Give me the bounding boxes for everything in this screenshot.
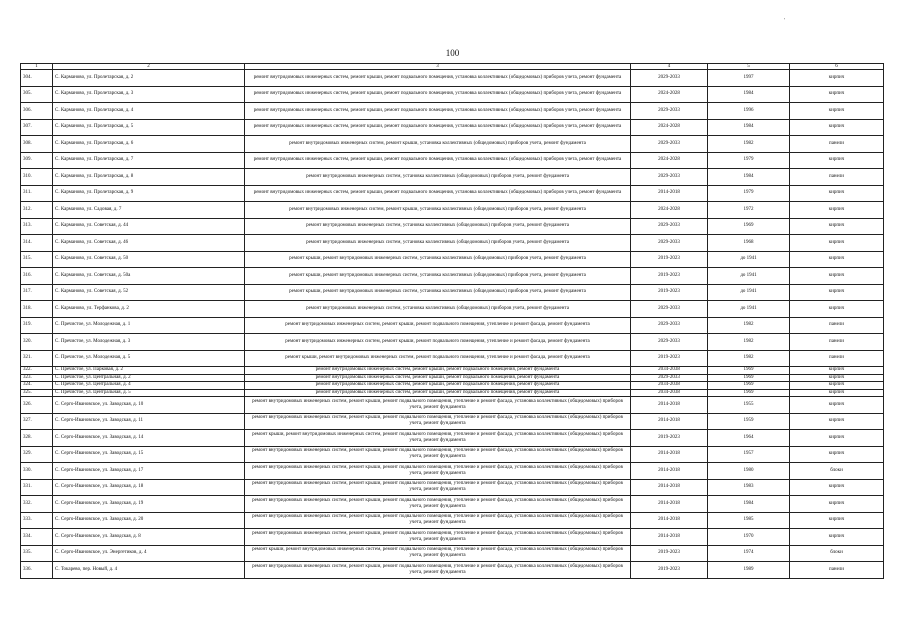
row-number: 322. [21, 367, 53, 375]
row-works: ремонт внутридомовых инженерных систем, ремонт крыши, ремонт подвального помещения, установка коллективных (общедомовых) приборов учета, ремонт фундамента [245, 103, 631, 120]
table-row [21, 103, 884, 120]
row-address: С. Карманово, ул. Пролетарская, д. 5 [53, 119, 245, 136]
row-period: 2029-2033 [631, 374, 708, 382]
table-row [21, 86, 884, 103]
row-year: 1982 [708, 317, 790, 334]
row-year: 1957 [708, 446, 790, 463]
row-period: 2029-2033 [631, 169, 708, 186]
row-year: 1964 [708, 430, 790, 447]
row-address: С. Пречистое, ул. Центральная, д. 5 [53, 389, 245, 397]
row-address: С. Пречистое, ул. Парковая, д. 2 [53, 367, 245, 375]
row-year: 1985 [708, 512, 790, 529]
row-period: 2014-2018 [631, 496, 708, 513]
row-works: ремонт внутридомовых инженерных систем, ремонт крыши, ремонт подвального помещения, ремонт фундамента [245, 382, 631, 390]
row-works: ремонт внутридомовых инженерных систем, ремонт крыши, ремонт подвального помещения, ремонт фундамента [245, 374, 631, 382]
row-address: С. Карманово, ул. Пролетарская, д. 9 [53, 185, 245, 202]
row-address: С. Карманово, ул. Советская, д. 50 [53, 251, 245, 268]
table-row [21, 70, 884, 87]
row-address: С. Пречистое, ул. Молодежная, д. 1 [53, 317, 245, 334]
header-cell-2: 2 [53, 64, 245, 70]
row-year: 1984 [708, 496, 790, 513]
row-year: 1969 [708, 218, 790, 235]
row-address: С. Пречистое, ул. Центральная, д. 4 [53, 382, 245, 390]
row-number: 311. [21, 185, 53, 202]
row-material: кирпич [790, 251, 884, 268]
row-address: С. Карманово, ул. Пролетарская, д. 2 [53, 70, 245, 87]
row-year: 1959 [708, 413, 790, 430]
row-number: 336. [21, 562, 53, 579]
row-works: ремонт внутридомовых инженерных систем, ремонт крыши, ремонт подвального помещения, установка коллективных (общедомовых) приборов учета, ремонт фундамента [245, 119, 631, 136]
row-address: С. Серго-Ивановское, ул. Энергетиков, д. 4 [53, 545, 245, 562]
row-works: ремонт крыши, ремонт внутридомовых инженерных систем, установка коллективных (общедомовых) приборов учета, ремонт фундамента [245, 268, 631, 285]
row-material: кирпич [790, 235, 884, 252]
row-number: 334. [21, 529, 53, 546]
row-address: С. Серго-Ивановское, ул. Заводская, д. 15 [53, 446, 245, 463]
row-works: ремонт внутридомовых инженерных систем, ремонт крыши, ремонт подвального помещения, установка коллективных (общедомовых) приборов учета, ремонт фундамента [245, 70, 631, 87]
row-year: до 1941 [708, 268, 790, 285]
row-number: 305. [21, 86, 53, 103]
table-row [21, 334, 884, 351]
row-number: 315. [21, 251, 53, 268]
row-address: С. Пречистое, ул. Центральная, д. 2 [53, 374, 245, 382]
row-number: 325. [21, 389, 53, 397]
row-year: 1974 [708, 545, 790, 562]
row-period: 2029-2033 [631, 334, 708, 351]
row-year: 1982 [708, 350, 790, 367]
row-works: ремонт внутридомовых инженерных систем, установка коллективных (общедомовых) приборов учета, ремонт фундамента [245, 235, 631, 252]
row-material: кирпич [790, 446, 884, 463]
row-period: 2019-2023 [631, 350, 708, 367]
row-address: С. Карманово, ул. Пролетарская, д. 7 [53, 152, 245, 169]
row-period: 2034-2038 [631, 367, 708, 375]
row-works: ремонт внутридомовых инженерных систем, установка коллективных (общедомовых) приборов учета, ремонт фундамента [245, 301, 631, 318]
row-works: ремонт крыши, ремонт внутридомовых инженерных систем, ремонт подвального помещения, утепление и ремонт фасада, ремонт фундамента [245, 350, 631, 367]
row-material: кирпич [790, 202, 884, 219]
table-row [21, 367, 884, 375]
houses-table [20, 63, 884, 579]
row-material: кирпич [790, 367, 884, 375]
row-number: 312. [21, 202, 53, 219]
row-works: ремонт внутридомовых инженерных систем, ремонт крыши, ремонт подвального помещения, установка коллективных (общедомовых) приборов учета, ремонт фундамента [245, 185, 631, 202]
table-row [21, 202, 884, 219]
row-address: С. Токарево, пер. Новый, д. 4 [53, 562, 245, 579]
row-address: С. Серго-Ивановское, ул. Заводская, д. 11 [53, 413, 245, 430]
row-period: 2014-2018 [631, 512, 708, 529]
table-row [21, 251, 884, 268]
row-address: С. Карманово, ул. Пролетарская, д. 4 [53, 103, 245, 120]
row-material: кирпич [790, 529, 884, 546]
row-number: 328. [21, 430, 53, 447]
row-number: 310. [21, 169, 53, 186]
row-number: 333. [21, 512, 53, 529]
table-row [21, 463, 884, 480]
table-row [21, 185, 884, 202]
row-address: С. Карманово, ул. Пролетарская, д. 3 [53, 86, 245, 103]
table-row [21, 496, 884, 513]
row-works: ремонт крыши, ремонт внутридомовых инженерных систем, ремонт подвального помещения, утепление и ремонт фасада, установка коллективных (общедомовых) приборов учета, ремонт фундамента [245, 545, 631, 562]
row-material: кирпич [790, 382, 884, 390]
row-address: С. Пречистое, ул. Молодежная, д. 5 [53, 350, 245, 367]
row-year: 1982 [708, 334, 790, 351]
row-number: 330. [21, 463, 53, 480]
row-works: ремонт внутридомовых инженерных систем, ремонт крыши, ремонт подвального помещения, ремонт фундамента [245, 367, 631, 375]
row-material: кирпич [790, 389, 884, 397]
row-address: С. Серго-Ивановское, ул. Заводская, д. 8 [53, 529, 245, 546]
row-year: 1979 [708, 152, 790, 169]
row-period: 2029-2033 [631, 103, 708, 120]
row-period: 2024-2028 [631, 152, 708, 169]
row-number: 316. [21, 268, 53, 285]
row-works: ремонт внутридомовых инженерных систем, установка коллективных (общедомовых) приборов учета, ремонт фундамента [245, 218, 631, 235]
row-number: 324. [21, 382, 53, 390]
row-year: 1970 [708, 529, 790, 546]
row-address: С. Серго-Ивановское, ул. Заводская, д. 18 [53, 479, 245, 496]
table-row [21, 152, 884, 169]
row-year: 1969 [708, 382, 790, 390]
row-material: кирпич [790, 70, 884, 87]
row-address: С. Карманово, ул. Пролетарская, д. 8 [53, 169, 245, 186]
row-material: кирпич [790, 86, 884, 103]
row-number: 309. [21, 152, 53, 169]
row-year: 1983 [708, 479, 790, 496]
row-number: 314. [21, 235, 53, 252]
row-works: ремонт внутридомовых инженерных систем, ремонт крыши, ремонт подвального помещения, утепление и ремонт фасада, установка коллективных (общедомовых) приборов учета, ремонт фундамента [245, 479, 631, 496]
scan-mark: ′ [784, 18, 786, 24]
row-works: ремонт внутридомовых инженерных систем, ремонт крыши, ремонт подвального помещения, утепление и ремонт фасада, установка коллективных (общедомовых) приборов учета, ремонт фундамента [245, 446, 631, 463]
row-number: 313. [21, 218, 53, 235]
table-row [21, 479, 884, 496]
row-period: 2024-2028 [631, 119, 708, 136]
row-works: ремонт внутридомовых инженерных систем, ремонт крыши, ремонт подвального помещения, утепление и ремонт фасада, ремонт фундамента [245, 317, 631, 334]
row-period: 2029-2033 [631, 70, 708, 87]
row-works: ремонт внутридомовых инженерных систем, ремонт крыши, ремонт подвального помещения, утепление и ремонт фасада, ремонт фундамента [245, 334, 631, 351]
row-period: 2029-2033 [631, 235, 708, 252]
row-number: 323. [21, 374, 53, 382]
row-period: 2019-2023 [631, 562, 708, 579]
row-period: 2024-2028 [631, 86, 708, 103]
row-works: ремонт внутридомовых инженерных систем, ремонт крыши, ремонт подвального помещения, утепление и ремонт фасада, установка коллективных (общедомовых) приборов учета, ремонт фундамента [245, 562, 631, 579]
row-number: 318. [21, 301, 53, 318]
row-year: 1979 [708, 185, 790, 202]
table-row [21, 350, 884, 367]
table-row [21, 169, 884, 186]
row-works: ремонт внутридомовых инженерных систем, ремонт крыши, ремонт подвального помещения, утепление и ремонт фасада, установка коллективных (общедомовых) приборов учета, ремонт фундамента [245, 463, 631, 480]
row-number: 326. [21, 397, 53, 414]
row-works: ремонт внутридомовых инженерных систем, ремонт крыши, ремонт подвального помещения, установка коллективных (общедомовых) приборов учета, ремонт фундамента [245, 86, 631, 103]
table-row [21, 218, 884, 235]
row-address: С. Карманово, ул. Терфанкова, д. 2 [53, 301, 245, 318]
row-address: С. Пречистое, ул. Молодежная, д. 3 [53, 334, 245, 351]
row-year: 1969 [708, 374, 790, 382]
row-year: 1969 [708, 389, 790, 397]
row-material: кирпич [790, 479, 884, 496]
row-number: 327. [21, 413, 53, 430]
row-period: 2014-2018 [631, 397, 708, 414]
row-works: ремонт внутридомовых инженерных систем, ремонт крыши, ремонт подвального помещения, утепление и ремонт фасада, установка коллективных (общедомовых) приборов учета, ремонт фундамента [245, 413, 631, 430]
row-works: ремонт крыши, ремонт внутридомовых инженерных систем, установка коллективных (общедомовых) приборов учета, ремонт фундамента [245, 284, 631, 301]
table-row [21, 374, 884, 382]
row-year: 1996 [708, 103, 790, 120]
row-year: 1989 [708, 562, 790, 579]
row-works: ремонт внутридомовых инженерных систем, ремонт крыши, ремонт подвального помещения, утепление и ремонт фасада, установка коллективных (общедомовых) приборов учета, ремонт фундамента [245, 512, 631, 529]
row-period: 2029-2033 [631, 301, 708, 318]
row-works: ремонт внутридомовых инженерных систем, ремонт крыши, ремонт подвального помещения, утепление и ремонт фасада, установка коллективных (общедомовых) приборов учета, ремонт фундамента [245, 397, 631, 414]
table-row [21, 284, 884, 301]
row-number: 304. [21, 70, 53, 87]
row-address: С. Серго-Ивановское, ул. Заводская, д. 10 [53, 397, 245, 414]
row-material: кирпич [790, 218, 884, 235]
row-period: 2014-2018 [631, 185, 708, 202]
row-number: 320. [21, 334, 53, 351]
row-period: 2029-2033 [631, 136, 708, 153]
row-period: 2029-2033 [631, 317, 708, 334]
row-year: 1984 [708, 169, 790, 186]
row-works: ремонт внутридомовых инженерных систем, установка коллективных (общедомовых) приборов учета, ремонт фундамента [245, 169, 631, 186]
row-material: панели [790, 562, 884, 579]
row-year: 1984 [708, 86, 790, 103]
table-row [21, 446, 884, 463]
row-works: ремонт крыши, ремонт внутридомовых инженерных систем, установка коллективных (общедомовых) приборов учета, ремонт фундамента [245, 251, 631, 268]
row-works: ремонт крыши, ремонт внутридомовых инженерных систем, ремонт подвального помещения, утепление и ремонт фасада, установка коллективных (общедомовых) приборов учета, ремонт фундамента [245, 430, 631, 447]
row-period: 2024-2028 [631, 202, 708, 219]
row-address: С. Карманово, ул. Советская, д. 44 [53, 218, 245, 235]
table-row [21, 317, 884, 334]
row-number: 332. [21, 496, 53, 513]
row-year: до 1941 [708, 301, 790, 318]
table-row [21, 301, 884, 318]
row-address: С. Карманово, ул. Советская, д. 46 [53, 235, 245, 252]
row-material: панели [790, 169, 884, 186]
row-works: ремонт внутридомовых инженерных систем, ремонт крыши, установка коллективных (общедомовых) приборов учета, ремонт фундамента [245, 136, 631, 153]
row-address: С. Серго-Ивановское, ул. Заводская, д. 17 [53, 463, 245, 480]
row-number: 335. [21, 545, 53, 562]
row-material: кирпич [790, 512, 884, 529]
row-period: 2034-2038 [631, 382, 708, 390]
row-year: 1972 [708, 202, 790, 219]
row-address: С. Карманово, ул. Садовая, д. 7 [53, 202, 245, 219]
header-cell-4: 4 [631, 64, 708, 70]
row-material: блоки [790, 463, 884, 480]
table-row [21, 545, 884, 562]
row-material: кирпич [790, 268, 884, 285]
table-row [21, 389, 884, 397]
row-year: до 1941 [708, 251, 790, 268]
row-period: 2019-2023 [631, 268, 708, 285]
row-number: 321. [21, 350, 53, 367]
row-works: ремонт внутридомовых инженерных систем, ремонт крыши, ремонт подвального помещения, утепление и ремонт фасада, установка коллективных (общедомовых) приборов учета, ремонт фундамента [245, 529, 631, 546]
row-year: 1968 [708, 235, 790, 252]
row-period: 2019-2023 [631, 284, 708, 301]
row-material: кирпич [790, 301, 884, 318]
row-material: кирпич [790, 496, 884, 513]
row-year: 1982 [708, 136, 790, 153]
row-address: С. Карманово, ул. Советская, д. 50а [53, 268, 245, 285]
row-period: 2029-2033 [631, 218, 708, 235]
table-row [21, 562, 884, 579]
row-works: ремонт внутридомовых инженерных систем, ремонт крыши, ремонт подвального помещения, установка коллективных (общедомовых) приборов учета, ремонт фундамента [245, 152, 631, 169]
row-number: 317. [21, 284, 53, 301]
table-row [21, 136, 884, 153]
table-row [21, 382, 884, 390]
row-number: 306. [21, 103, 53, 120]
row-number: 331. [21, 479, 53, 496]
row-year: 1969 [708, 367, 790, 375]
row-material: кирпич [790, 284, 884, 301]
table-row [21, 397, 884, 414]
row-year: до 1941 [708, 284, 790, 301]
row-address: С. Серго-Ивановское, ул. Заводская, д. 20 [53, 512, 245, 529]
row-period: 2019-2023 [631, 430, 708, 447]
row-material: панели [790, 317, 884, 334]
row-material: кирпич [790, 103, 884, 120]
row-material: блоки [790, 545, 884, 562]
row-address: С. Серго-Ивановское, ул. Заводская, д. 19 [53, 496, 245, 513]
row-period: 2014-2018 [631, 463, 708, 480]
row-period: 2014-2018 [631, 479, 708, 496]
row-year: 1997 [708, 70, 790, 87]
table-row [21, 512, 884, 529]
row-period: 2014-2018 [631, 446, 708, 463]
row-material: кирпич [790, 397, 884, 414]
row-material: кирпич [790, 185, 884, 202]
row-address: С. Серго-Ивановское, ул. Заводская, д. 14 [53, 430, 245, 447]
page-number: 100 [445, 48, 460, 58]
row-material: кирпич [790, 430, 884, 447]
row-material: кирпич [790, 119, 884, 136]
row-material: панели [790, 136, 884, 153]
row-material: кирпич [790, 152, 884, 169]
row-number: 307. [21, 119, 53, 136]
row-works: ремонт внутридомовых инженерных систем, ремонт крыши, установка коллективных (общедомовых) приборов учета, ремонт фундамента [245, 202, 631, 219]
row-year: 1980 [708, 463, 790, 480]
row-number: 319. [21, 317, 53, 334]
row-number: 329. [21, 446, 53, 463]
row-material: кирпич [790, 374, 884, 382]
row-period: 2014-2018 [631, 529, 708, 546]
row-address: С. Карманово, ул. Советская, д. 52 [53, 284, 245, 301]
table-row [21, 119, 884, 136]
row-number: 308. [21, 136, 53, 153]
table-row [21, 235, 884, 252]
row-address: С. Карманово, ул. Пролетарская, д. 6 [53, 136, 245, 153]
row-works: ремонт внутридомовых инженерных систем, ремонт крыши, ремонт подвального помещения, ремонт фундамента [245, 389, 631, 397]
table-row [21, 529, 884, 546]
row-period: 2034-2038 [631, 389, 708, 397]
row-period: 2019-2023 [631, 251, 708, 268]
row-works: ремонт внутридомовых инженерных систем, ремонт крыши, ремонт подвального помещения, утепление и ремонт фасада, установка коллективных (общедомовых) приборов учета, ремонт фундамента [245, 496, 631, 513]
header-cell-1: 1 [21, 64, 53, 70]
header-cell-5: 5 [708, 64, 790, 70]
header-cell-6: 6 [790, 64, 884, 70]
row-period: 2014-2018 [631, 413, 708, 430]
row-material: кирпич [790, 413, 884, 430]
table-row [21, 430, 884, 447]
row-year: 1984 [708, 119, 790, 136]
row-material: панели [790, 334, 884, 351]
row-year: 1955 [708, 397, 790, 414]
header-cell-3: 3 [245, 64, 631, 70]
table-row [21, 268, 884, 285]
row-period: 2019-2023 [631, 545, 708, 562]
row-material: панели [790, 350, 884, 367]
table-row [21, 413, 884, 430]
